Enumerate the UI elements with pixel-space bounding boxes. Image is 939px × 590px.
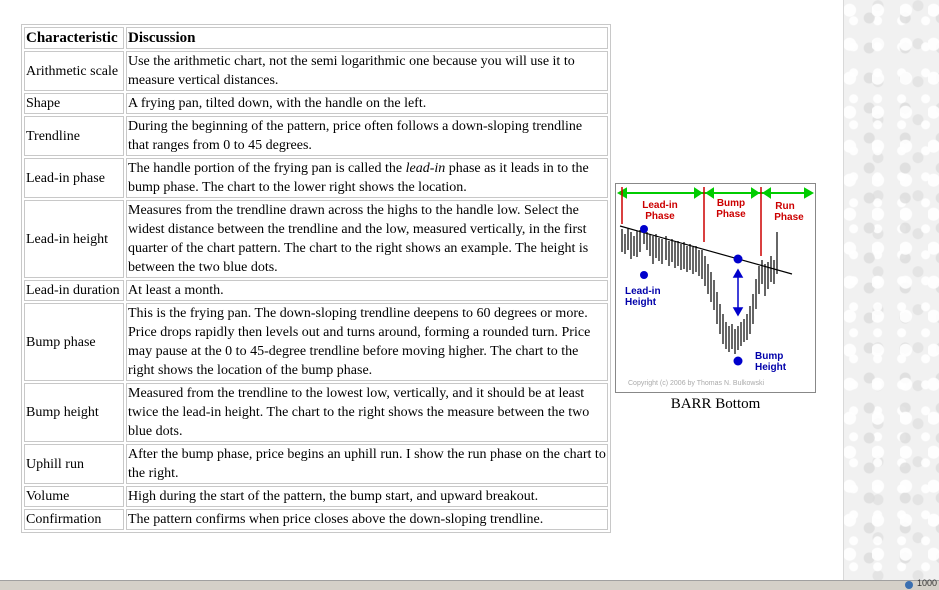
table-row [24, 486, 608, 507]
bump-height-label-1: Bump [755, 351, 784, 362]
barr-bottom-table [21, 24, 611, 533]
characteristic-cell: Trendline [24, 116, 124, 156]
copyright-text: Copyright (c) 2006 by Thomas N. Bulkowski [628, 380, 765, 387]
table-row [24, 158, 608, 198]
discussion-cell: The pattern confirms when price closes above the down-sloping trendline. [126, 509, 608, 530]
table-row [24, 93, 608, 114]
run-phase-label-2: Phase [774, 212, 804, 223]
lead-in-phase-label-2: Phase [645, 211, 675, 222]
lead-in-top-dot [640, 225, 648, 233]
discussion-cell: During the beginning of the pattern, price often follows a down-sloping trendline that ranges from 0 to 45 degrees. [126, 116, 608, 156]
table-row [24, 509, 608, 530]
barr-bottom-figure [615, 183, 816, 413]
barr-bottom-diagram [616, 184, 815, 392]
discussion-cell: This is the frying pan. The down-sloping trendline deepens to 60 degrees or more. Price drops rapidly then levels out and turns around, forming a rounded turn. Price may pause at the 0 to 45-degree trendline before moving higher. The chart to the right shows the location of the bump phase. [126, 303, 608, 381]
characteristic-cell: Confirmation [24, 509, 124, 530]
bump-top-dot [734, 255, 743, 264]
lead-in-height-label-2: Height [625, 297, 657, 308]
lead-in-bottom-dot [640, 271, 648, 279]
discussion-cell: Use the arithmetic chart, not the semi logarithmic one because you will use it to measure vertical distances. [126, 51, 608, 91]
trendline [620, 226, 792, 274]
discussion-cell: Measures from the trendline drawn across the highs to the handle low. Select the widest distance between the trendline and the low, measured vertically, in the first quarter of the chart pattern. The chart to the right shows an example. The height is between the two blue dots. [126, 200, 608, 278]
table-row [24, 280, 608, 301]
table-row [24, 303, 608, 381]
bump-height-label-2: Height [755, 362, 787, 373]
characteristic-cell: Volume [24, 486, 124, 507]
run-phase-label-1: Run [775, 201, 795, 212]
phase-arrow [619, 189, 812, 197]
table-row [24, 51, 608, 91]
bump-phase-label-2: Phase [716, 209, 746, 220]
figure-caption: BARR Bottom [670, 396, 761, 412]
characteristic-cell: Shape [24, 93, 124, 114]
table-row [24, 444, 608, 484]
table-header-row [24, 27, 608, 49]
textured-background [843, 0, 939, 589]
discussion-cell: After the bump phase, price begins an uphill run. I show the run phase on the chart to the right. [126, 444, 608, 484]
characteristic-cell: Bump phase [24, 303, 124, 381]
lead-in-height-label-1: Lead-in [625, 286, 661, 297]
bump-bottom-dot [734, 357, 743, 366]
discussion-cell: Measured from the trendline to the lowest low, vertically, and it should be at least twice the lead-in height. The chart to the right shows the measure between the two blue dots. [126, 383, 608, 442]
discussion-cell: High during the start of the pattern, the bump start, and upward breakout. [126, 486, 608, 507]
characteristic-cell: Lead-in height [24, 200, 124, 278]
discussion-cell: At least a month. [126, 280, 608, 301]
table-row [24, 116, 608, 156]
table-row [24, 383, 608, 442]
discussion-cell [126, 158, 608, 198]
lead-in-emphasis: lead-in [405, 161, 446, 176]
discussion-cell: A frying pan, tilted down, with the handle on the left. [126, 93, 608, 114]
characteristic-cell: Lead-in duration [24, 280, 124, 301]
lead-in-phase-label-1: Lead-in [642, 200, 678, 211]
globe-icon [905, 581, 913, 589]
barr-bottom-chart-image [615, 183, 816, 393]
characteristic-cell: Arithmetic scale [24, 51, 124, 91]
bump-phase-label-1: Bump [716, 198, 746, 209]
characteristic-cell: Lead-in phase [24, 158, 124, 198]
status-text: 1000 [916, 578, 937, 588]
discussion-text-after: phase as it leads in to the bump phase. The chart to the lower right shows the location. [128, 161, 589, 195]
column-header-characteristic: Characteristic [24, 27, 124, 49]
characteristic-cell: Uphill run [24, 444, 124, 484]
discussion-text-before: The handle portion of the frying pan is called the [128, 161, 406, 176]
characteristic-cell: Bump height [24, 383, 124, 442]
column-header-discussion: Discussion [126, 27, 608, 49]
table-row [24, 200, 608, 278]
bump-height-arrow [734, 270, 742, 315]
